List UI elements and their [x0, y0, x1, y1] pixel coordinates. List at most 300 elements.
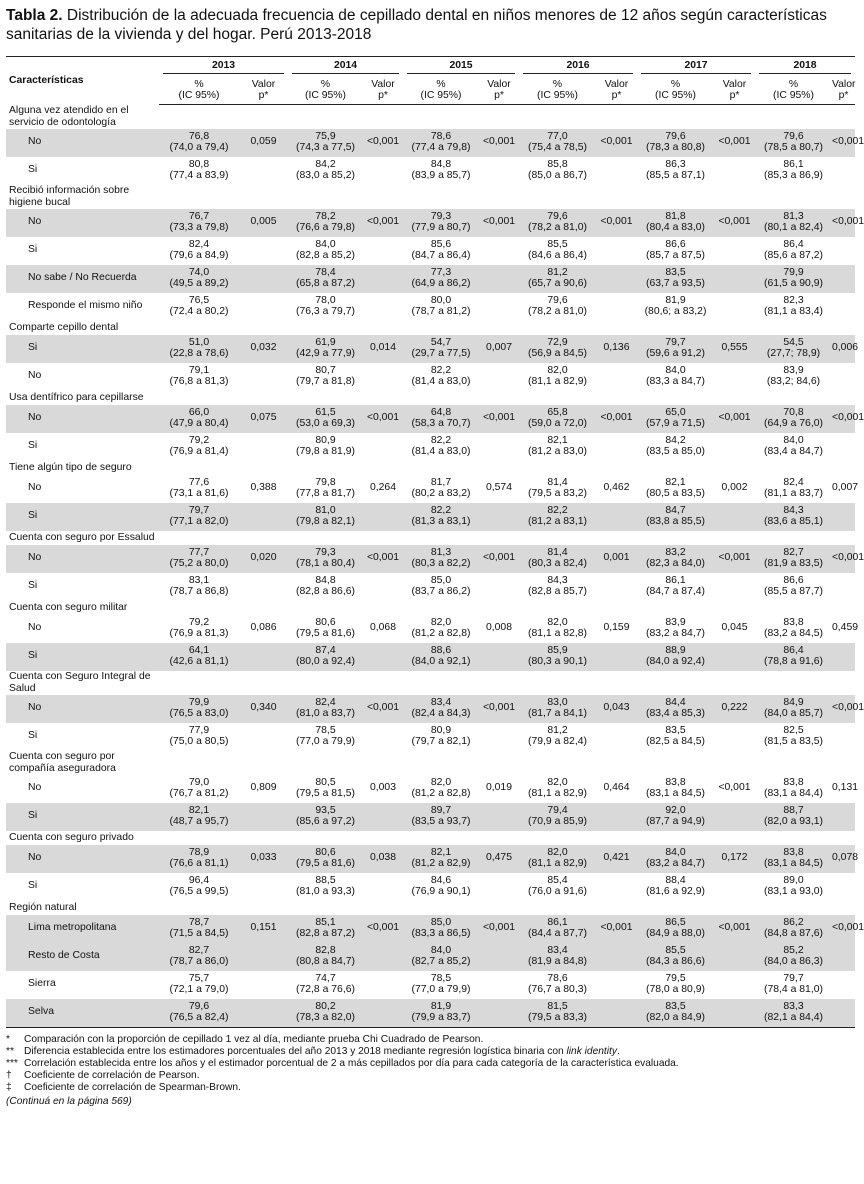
row-label: Si: [6, 803, 159, 831]
pct-cell: [403, 573, 479, 601]
pct-cell: [637, 503, 714, 531]
footnote-text: [24, 1058, 679, 1070]
p-value-cell: [714, 265, 755, 293]
pct-value: 83,8: [783, 617, 804, 628]
empty-cell: [363, 321, 403, 335]
pct-value: 76,5: [188, 295, 210, 306]
pct-ci-header: [288, 76, 363, 105]
empty-cell: [159, 901, 239, 915]
pct-cell: [755, 545, 832, 573]
pct-cell: [755, 363, 832, 391]
p-value-cell: [239, 433, 288, 461]
pct-cell: [755, 209, 832, 237]
category-row: [6, 185, 855, 209]
table-body: [6, 104, 864, 1028]
empty-cell: [519, 831, 596, 845]
pct-value: 79,6: [547, 295, 568, 306]
row-label: Si: [6, 335, 159, 363]
pct-value: 65,8: [547, 407, 568, 418]
ci-value: (84,0 a 86,3): [764, 955, 823, 967]
empty-cell: [596, 751, 637, 775]
empty-cell: [159, 391, 239, 405]
empty-cell: [363, 185, 403, 209]
pct-cell: [159, 695, 239, 723]
ci-value: (84,7 a 86,4): [411, 249, 471, 261]
empty-cell: [637, 901, 714, 915]
empty-cell: [519, 185, 596, 209]
pct-value: 89,0: [783, 875, 804, 886]
pct-value: 84,4: [665, 697, 686, 708]
category-label: Cuenta con seguro por Essalud: [9, 531, 155, 543]
pct-value: 86,4: [783, 239, 804, 250]
pct-value: 72,9: [547, 337, 568, 348]
empty-cell: [596, 831, 637, 845]
empty-cell: [159, 671, 239, 695]
ci-value: (83,9 a 85,7): [411, 169, 471, 181]
ci-value: (79,5 a 81,5): [296, 787, 355, 799]
ci-value: (83,2 a 84,7): [646, 627, 705, 639]
data-table: [6, 56, 864, 1028]
ci-value: (79,5 a 83,2): [528, 487, 587, 499]
p-value-cell: 0,019: [485, 782, 512, 794]
empty-cell: [159, 831, 239, 845]
pct-cell: [288, 545, 363, 573]
pct-value: 82,1: [547, 435, 568, 446]
empty-cell: [363, 601, 403, 615]
pct-cell: [519, 503, 596, 531]
table-title-label: Tabla 2.: [6, 7, 63, 24]
pct-value: 84,0: [430, 945, 452, 956]
ci-value: (58,3 a 70,7): [411, 417, 471, 429]
pct-cell: [403, 129, 479, 157]
pct-value: 77,3: [430, 267, 452, 278]
p-value-cell: 0,222: [714, 695, 755, 723]
pct-cell: [288, 209, 363, 237]
pct-value: 79,6: [547, 211, 568, 222]
category-row: [6, 461, 855, 475]
empty-cell: [637, 105, 714, 129]
p-value-cell: [714, 723, 755, 751]
pct-value: 84,0: [315, 239, 336, 250]
ci-value: (72,4 a 80,2): [169, 305, 229, 317]
pct-value: 84,0: [665, 847, 686, 858]
pct-value: 81,0: [315, 505, 336, 516]
pct-cell: [519, 943, 596, 971]
row-label: Si: [28, 244, 38, 256]
table-row: [6, 943, 855, 971]
empty-cell: [479, 461, 519, 475]
pct-value: 82,0: [430, 777, 452, 788]
p-value-cell: [832, 803, 855, 831]
empty-cell: [519, 105, 596, 129]
p-value-cell: 0,003: [369, 782, 396, 794]
ci-value: (78,7 a 86,0): [169, 955, 229, 967]
p-value-cell: [239, 573, 288, 601]
p-value-cell: [239, 873, 288, 901]
p-value-cell: [832, 873, 855, 901]
ci-value: (85,6 a 87,2): [764, 249, 823, 261]
p-value-cell: <0,001: [832, 405, 855, 433]
p-value-cell: [239, 265, 288, 293]
pct-cell: [637, 433, 714, 461]
pct-cell: [755, 845, 832, 873]
pct-cell: [288, 405, 363, 433]
pct-value: 85,5: [547, 239, 568, 250]
ci-value: (82,1 a 84,4): [764, 1011, 823, 1023]
pct-value: 77,7: [188, 547, 210, 558]
table-row: [6, 545, 855, 573]
pct-value: 86,4: [783, 645, 804, 656]
table-row: [6, 293, 855, 321]
pct-cell: [755, 775, 832, 803]
empty-cell: [159, 185, 239, 209]
characteristics-header: Características: [6, 57, 159, 105]
table-row: [6, 695, 855, 723]
ci-value: (74,3 a 77,5): [296, 141, 355, 153]
empty-cell: [755, 531, 832, 545]
pct-value: 84,8: [430, 159, 452, 170]
pct-cell: [159, 915, 239, 943]
empty-cell: [519, 321, 596, 335]
p-value-cell: [239, 723, 288, 751]
table-row: [6, 873, 855, 901]
pct-cell: [519, 157, 596, 185]
pct-cell: [755, 265, 832, 293]
ci-value: (64,9 a 86,2): [411, 277, 471, 289]
p-value-cell: [832, 723, 855, 751]
empty-cell: [239, 321, 288, 335]
ci-value: (29,7 a 77,5): [411, 347, 471, 359]
p-value-cell: <0,001: [596, 129, 637, 157]
p-value-cell: 0,464: [603, 782, 630, 794]
ci-value: (47,9 a 80,4): [169, 417, 229, 429]
p-value-header: [239, 76, 288, 105]
empty-cell: [755, 901, 832, 915]
ci-value: (79,5 a 81,6): [296, 857, 355, 869]
p-value-cell: [479, 237, 519, 265]
p-value-cell: [363, 265, 403, 293]
pct-value: 66,0: [188, 407, 210, 418]
ci-value: (85,3 a 86,9): [764, 169, 823, 181]
p-value-cell: [479, 723, 519, 751]
ci-header-line: (IC 95%): [305, 90, 346, 101]
ci-value: (87,7 a 94,9): [646, 815, 705, 827]
ci-value: (79,5 a 81,6): [296, 627, 355, 639]
pct-value: 88,9: [665, 645, 686, 656]
year-header: [519, 57, 637, 77]
ci-value: (85,7 a 87,5): [646, 249, 705, 261]
ci-value: (71,5 a 84,5): [169, 927, 229, 939]
footnote-text: [24, 1082, 241, 1094]
pct-value: 76,7: [188, 211, 210, 222]
ci-value: (76,9 a 90,1): [411, 885, 471, 897]
empty-cell: [637, 185, 714, 209]
pct-value: 82,4: [315, 697, 336, 708]
category-row: [6, 671, 855, 695]
pct-value: 61,5: [315, 407, 336, 418]
empty-cell: [479, 751, 519, 775]
row-label: Resto de Costa: [6, 943, 159, 971]
empty-cell: [363, 391, 403, 405]
p-value-cell: [239, 237, 288, 265]
p-header-line: Valor: [722, 79, 747, 90]
pct-value: 64,1: [188, 645, 210, 656]
p-value-cell: [363, 503, 403, 531]
p-value-cell: 0,045: [721, 622, 748, 634]
pct-cell: [637, 209, 714, 237]
empty-cell: [519, 751, 596, 775]
pct-ci-header: [403, 76, 479, 105]
ci-value: (81,1 a 82,9): [528, 375, 587, 387]
pct-value: 81,7: [430, 477, 452, 488]
ci-value: (42,6 a 81,1): [169, 655, 229, 667]
p-header-line: Valor: [487, 79, 511, 90]
footnote-text: [24, 1034, 483, 1046]
ci-value: (83,2 a 84,5): [764, 627, 823, 639]
pct-value: 82,0: [547, 365, 568, 376]
footnote-mark: ‡: [6, 1081, 12, 1093]
row-label: No: [28, 482, 42, 494]
ci-value: (82,5 a 84,5): [646, 735, 705, 747]
ci-value: (81,1 a 83,4): [764, 305, 823, 317]
ci-value: (80,3 a 82,4): [528, 557, 587, 569]
ci-value: (80,0 a 92,4): [296, 655, 355, 667]
p-value-cell: [239, 157, 288, 185]
p-value-cell: <0,001: [714, 545, 755, 573]
pct-cell: [519, 573, 596, 601]
pct-value: 85,6: [430, 239, 452, 250]
empty-cell: [479, 601, 519, 615]
p-value-cell: 0,001: [596, 545, 637, 573]
p-value-cell: [596, 803, 637, 831]
row-label: No: [6, 209, 159, 237]
pct-cell: [159, 723, 239, 751]
row-label: Si: [28, 730, 38, 742]
pct-value: 78,7: [188, 917, 210, 928]
year-header: [403, 57, 519, 77]
ci-value: (79,8 a 81,9): [296, 445, 355, 457]
pct-value: 83,8: [783, 847, 804, 858]
ci-value: (81,1 a 82,9): [528, 787, 587, 799]
ci-value: (83,3 a 86,5): [411, 927, 471, 939]
empty-cell: [403, 831, 479, 845]
pct-value: 85,9: [547, 645, 568, 656]
row-label: Responde el mismo niño: [28, 300, 143, 312]
pct-value: 79,6: [783, 131, 804, 142]
continued-note: (Continuá en la página 569): [6, 1095, 132, 1107]
ci-value: (42,9 a 77,9): [296, 347, 355, 359]
pct-value: 81,2: [547, 267, 568, 278]
empty-cell: [403, 461, 479, 475]
ci-value: (82,4 a 84,3): [411, 707, 471, 719]
ci-value: (81,0 a 93,3): [296, 885, 355, 897]
pct-value: 83,8: [783, 777, 804, 788]
ci-value: (84,4 a 87,7): [528, 927, 587, 939]
empty-cell: [239, 391, 288, 405]
p-value-cell: 0,159: [603, 622, 630, 634]
pct-value: 82,4: [188, 239, 210, 250]
year-label: 2013: [163, 60, 284, 74]
empty-cell: [288, 185, 363, 209]
p-value-cell: <0,001: [479, 695, 519, 723]
pct-cell: [159, 363, 239, 391]
footnote-body: Comparación con la proporción de cepillado 1 vez al día, mediante prueba Chi Cuadrado de Pearson.: [24, 1033, 484, 1045]
category-label: Tiene algún tipo de seguro: [9, 461, 132, 473]
pct-value: 83,8: [665, 777, 686, 788]
ci-value: (65,7 a 90,6): [528, 277, 587, 289]
ci-value: (57,9 a 71,5): [646, 417, 705, 429]
p-value-cell: [363, 873, 403, 901]
pct-ci-header: [519, 76, 596, 105]
empty-cell: [363, 901, 403, 915]
p-value-cell: [363, 723, 403, 751]
pct-value: 70,8: [783, 407, 804, 418]
pct-value: 86,1: [547, 917, 568, 928]
year-label: 2018: [759, 60, 851, 74]
p-value-cell: <0,001: [479, 915, 519, 943]
pct-cell: [755, 643, 832, 671]
p-value-cell: 0,005: [239, 209, 288, 237]
p-value-cell: [596, 265, 637, 293]
p-value-cell: <0,001: [714, 129, 755, 157]
pct-value: 80,5: [315, 777, 336, 788]
empty-cell: [714, 531, 755, 545]
p-header-line: p*: [258, 90, 269, 101]
ci-value: (48,7 a 95,7): [169, 815, 229, 827]
p-value-cell: [479, 573, 519, 601]
empty-cell: [755, 831, 832, 845]
p-value-cell: [596, 363, 637, 391]
row-label: Sierra: [28, 978, 56, 990]
table-row: [6, 209, 855, 237]
empty-cell: [596, 185, 637, 209]
p-value-cell: [596, 943, 637, 971]
pct-cell: [288, 237, 363, 265]
p-value-cell: <0,001: [718, 782, 751, 794]
table-row: [6, 775, 855, 803]
pct-value: 81,5: [547, 1001, 568, 1012]
year-header: [288, 57, 403, 77]
pct-cell: [288, 643, 363, 671]
pct-cell: [519, 873, 596, 901]
ci-value: (78,2 a 81,0): [528, 221, 587, 233]
p-value-cell: 0,131: [832, 782, 859, 794]
p-value-cell: 0,340: [239, 695, 288, 723]
pct-cell: [755, 723, 832, 751]
pct-cell: [637, 293, 714, 321]
pct-ci-header: [755, 76, 832, 105]
pct-cell: [159, 873, 239, 901]
row-label: Si: [28, 580, 38, 592]
p-value-cell: 0,006: [832, 335, 855, 363]
pct-cell: [519, 643, 596, 671]
pct-value: 51,0: [188, 337, 210, 348]
p-value-cell: [832, 943, 855, 971]
ci-value: (81,4 a 83,0): [411, 445, 471, 457]
ci-value: (80,3 a 90,1): [528, 655, 587, 667]
year-label: 2016: [523, 60, 633, 74]
pct-cell: [403, 615, 479, 643]
pct-cell: [403, 845, 479, 873]
ci-value: (81,2 a 83,1): [528, 515, 587, 527]
pct-value: 85,0: [430, 917, 452, 928]
pct-cell: [637, 999, 714, 1028]
p-value-cell: [239, 643, 288, 671]
p-value-cell: <0,001: [363, 405, 403, 433]
p-value-header: [832, 76, 855, 105]
pct-value: 77,0: [547, 131, 568, 142]
footnote-body: Diferencia establecida entre los estimadores porcentuales del año 2013 y 2018 mediante regresión logística binaria con: [24, 1045, 567, 1057]
p-value-cell: [714, 643, 755, 671]
empty-cell: [714, 601, 755, 615]
p-value-cell: [832, 363, 855, 391]
pct-value: 78,5: [315, 725, 336, 736]
pct-value: 79,8: [315, 477, 336, 488]
pct-cell: [519, 545, 596, 573]
p-value-cell: <0,001: [479, 129, 519, 157]
p-value-cell: [714, 503, 755, 531]
pct-value: 83,5: [665, 267, 686, 278]
empty-cell: [637, 531, 714, 545]
empty-cell: [519, 391, 596, 405]
pct-cell: [637, 129, 714, 157]
pct-value: 84,7: [665, 505, 686, 516]
pct-cell: [288, 723, 363, 751]
footnote-emphasis: link identity: [566, 1045, 617, 1057]
pct-cell: [519, 129, 596, 157]
pct-cell: [519, 405, 596, 433]
footnote: [6, 1058, 855, 1070]
ci-value: (83,2; 84,6): [766, 375, 821, 387]
p-value-cell: <0,001: [832, 129, 855, 157]
empty-cell: [596, 321, 637, 335]
empty-cell: [239, 671, 288, 695]
year-header: [755, 57, 855, 77]
empty-cell: [403, 671, 479, 695]
row-label: No: [6, 845, 159, 873]
pct-cell: [159, 643, 239, 671]
p-value-cell: <0,001: [479, 209, 519, 237]
empty-cell: [519, 671, 596, 695]
pct-value: 82,1: [188, 805, 210, 816]
pct-value: 85,2: [783, 945, 804, 956]
pct-cell: [288, 157, 363, 185]
ci-value: (76,5 a 83,0): [169, 707, 229, 719]
ci-value: (83,3 a 84,7): [646, 375, 705, 387]
ci-value: (81,1 a 82,8): [528, 627, 587, 639]
pct-cell: [755, 237, 832, 265]
p-value-cell: <0,001: [714, 209, 755, 237]
empty-cell: [159, 105, 239, 129]
pct-value: 82,0: [430, 617, 452, 628]
p-value-cell: [596, 433, 637, 461]
empty-cell: [755, 105, 832, 129]
p-value-cell: 0,038: [363, 845, 403, 873]
row-label: Selva: [6, 999, 159, 1028]
ci-value: (83,5 a 93,7): [411, 815, 471, 827]
ci-value: (78,2 a 81,0): [528, 305, 587, 317]
pct-cell: [755, 943, 832, 971]
ci-value: (73,1 a 81,6): [169, 487, 229, 499]
ci-value: (82,8 a 86,6): [296, 585, 355, 597]
p-value-cell: [479, 999, 519, 1028]
pct-cell: [403, 695, 479, 723]
p-value-cell: 0,264: [369, 482, 396, 494]
p-value-cell: 0,388: [250, 482, 277, 494]
pct-cell: [159, 433, 239, 461]
p-value-cell: [239, 293, 288, 321]
empty-cell: [288, 105, 363, 129]
